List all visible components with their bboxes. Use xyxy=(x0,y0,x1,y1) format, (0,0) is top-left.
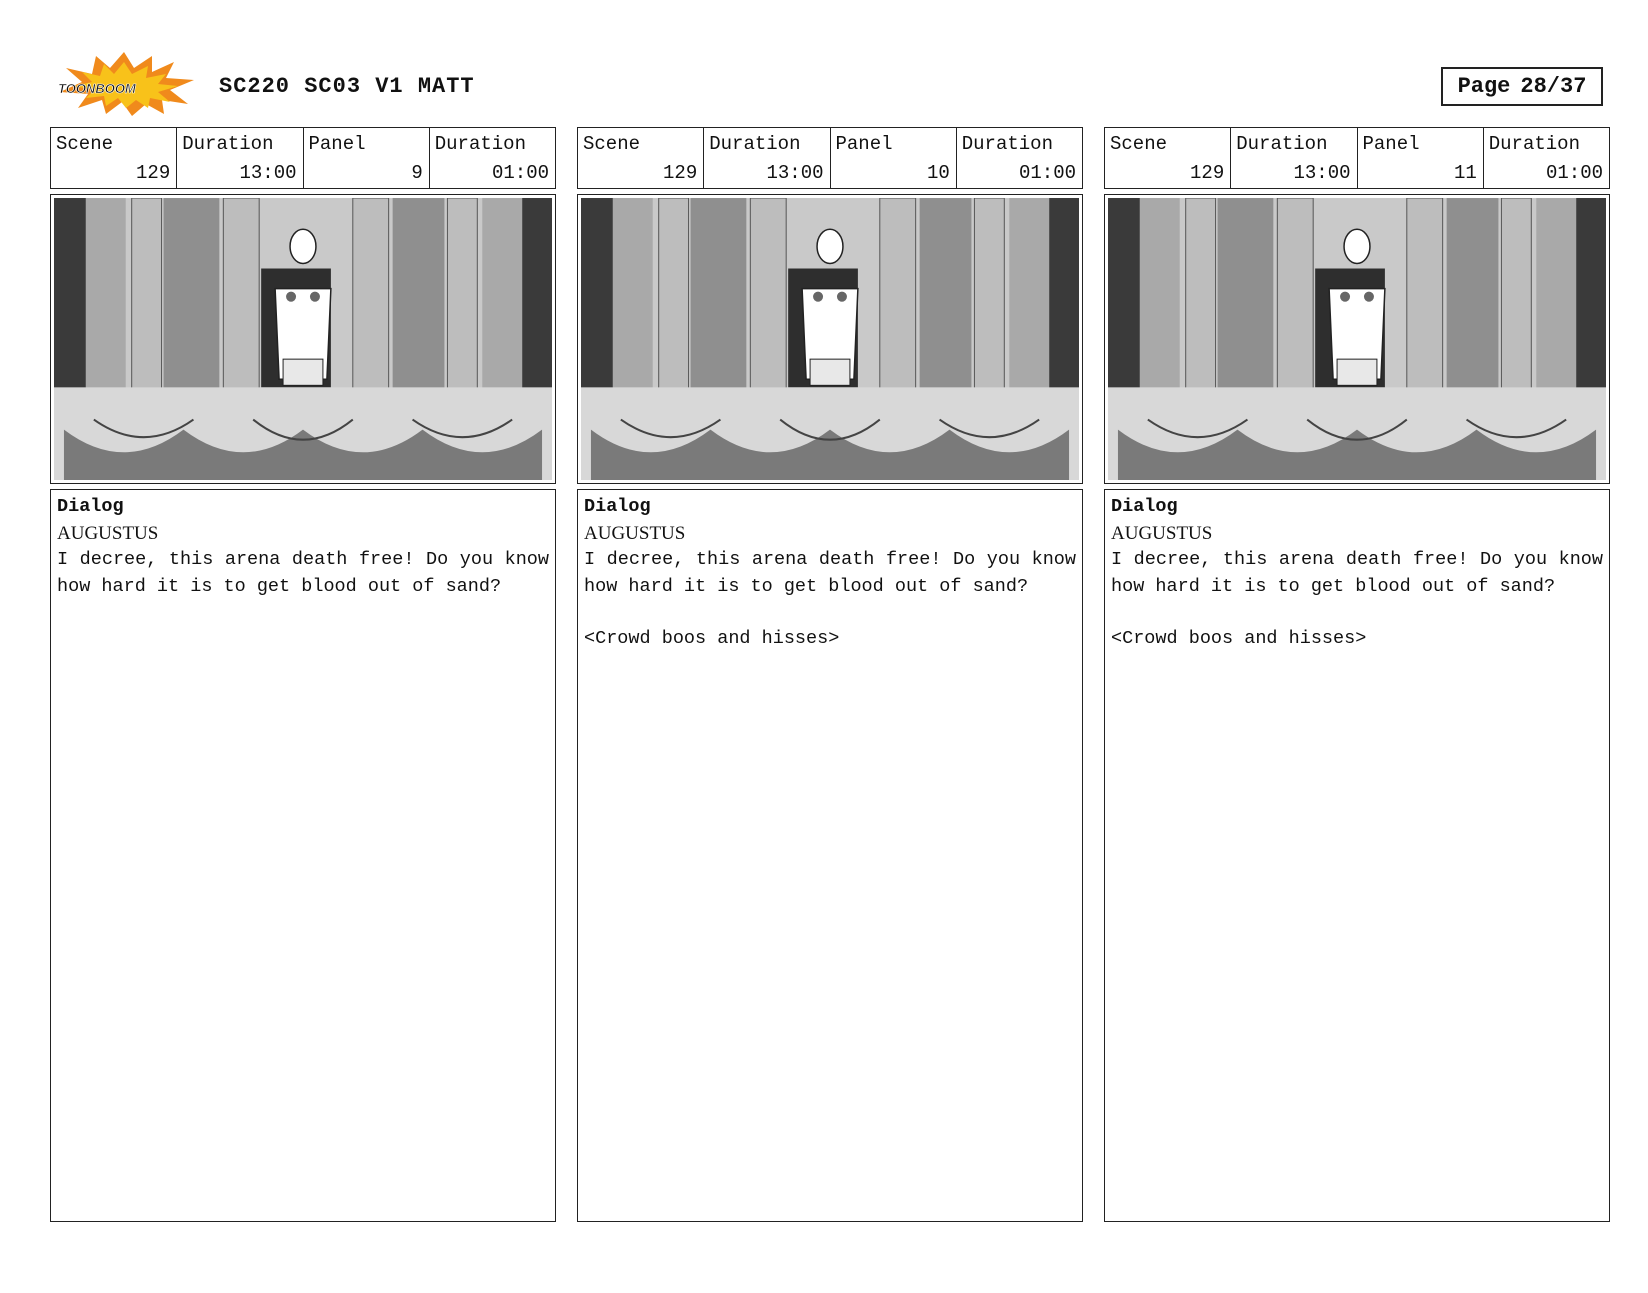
scene-number: 129 xyxy=(1190,162,1225,184)
panel-cell xyxy=(831,128,957,188)
scene-label: Scene xyxy=(56,133,114,155)
page-number: 28/37 xyxy=(1520,74,1587,99)
panel-number: 11 xyxy=(1453,162,1477,184)
panel-duration-value: 01:00 xyxy=(491,162,549,184)
panel-label: Panel xyxy=(1362,133,1420,155)
storyboard-panel-11 xyxy=(1104,127,1610,1222)
dialog-note: <Crowd boos and hisses> xyxy=(1111,628,1367,649)
dialog-heading: Dialog xyxy=(57,496,124,517)
panel-duration-label: Duration xyxy=(961,133,1053,155)
panel-label: Panel xyxy=(308,133,366,155)
panel-cell xyxy=(304,128,430,188)
page-label: Page xyxy=(1457,74,1511,99)
scene-duration-label: Duration xyxy=(182,133,274,155)
scene-cell xyxy=(51,128,177,188)
scene-duration-label: Duration xyxy=(1236,133,1328,155)
panel-image xyxy=(50,194,556,484)
sheet-title: SC220 SC03 V1 MATT xyxy=(219,74,475,99)
panel-duration-cell xyxy=(1484,128,1609,188)
panel-info-bar xyxy=(1104,127,1610,189)
panel-label: Panel xyxy=(835,133,893,155)
panel-duration-value: 01:00 xyxy=(1018,162,1076,184)
dialog-box xyxy=(1104,489,1610,1222)
sketch-drawing xyxy=(581,198,1079,480)
panel-duration-cell xyxy=(430,128,555,188)
scene-cell xyxy=(578,128,704,188)
panel-duration-label: Duration xyxy=(1488,133,1580,155)
scene-label: Scene xyxy=(583,133,641,155)
scene-cell xyxy=(1105,128,1231,188)
sketch-drawing xyxy=(54,198,552,480)
storyboard-panel-9 xyxy=(50,127,556,1222)
scene-duration-label: Duration xyxy=(709,133,801,155)
panel-duration-label: Duration xyxy=(434,133,526,155)
dialog-line: I decree, this arena death free! Do you know how hard it is to get blood out of sand? xyxy=(584,549,1076,597)
scene-duration-value: 13:00 xyxy=(766,162,824,184)
dialog-heading: Dialog xyxy=(584,496,651,517)
panel-duration-cell xyxy=(957,128,1082,188)
panel-number: 10 xyxy=(926,162,950,184)
dialog-heading: Dialog xyxy=(1111,496,1178,517)
panel-number: 9 xyxy=(411,162,423,184)
scene-label: Scene xyxy=(1110,133,1168,155)
scene-duration-cell xyxy=(177,128,303,188)
dialog-line: I decree, this arena death free! Do you know how hard it is to get blood out of sand? xyxy=(57,549,549,597)
panel-cell xyxy=(1358,128,1484,188)
panel-duration-value: 01:00 xyxy=(1545,162,1603,184)
panel-info-bar xyxy=(577,127,1083,189)
dialog-speaker: AUGUSTUS xyxy=(584,522,686,544)
dialog-speaker: AUGUSTUS xyxy=(1111,522,1213,544)
storyboard-panel-10 xyxy=(577,127,1083,1222)
toonboom-logo xyxy=(52,52,197,116)
sketch-drawing xyxy=(1108,198,1606,480)
panel-image xyxy=(577,194,1083,484)
dialog-box xyxy=(577,489,1083,1222)
dialog-line: I decree, this arena death free! Do you know how hard it is to get blood out of sand? xyxy=(1111,549,1603,597)
scene-duration-value: 13:00 xyxy=(239,162,297,184)
panel-info-bar xyxy=(50,127,556,189)
dialog-note: <Crowd boos and hisses> xyxy=(584,628,840,649)
scene-duration-value: 13:00 xyxy=(1293,162,1351,184)
dialog-speaker: AUGUSTUS xyxy=(57,522,159,544)
logo-text: TOONBOOM xyxy=(58,81,136,96)
panel-image xyxy=(1104,194,1610,484)
scene-number: 129 xyxy=(663,162,698,184)
scene-number: 129 xyxy=(136,162,171,184)
scene-duration-cell xyxy=(704,128,830,188)
dialog-box xyxy=(50,489,556,1222)
page-indicator xyxy=(1441,67,1603,106)
scene-duration-cell xyxy=(1231,128,1357,188)
